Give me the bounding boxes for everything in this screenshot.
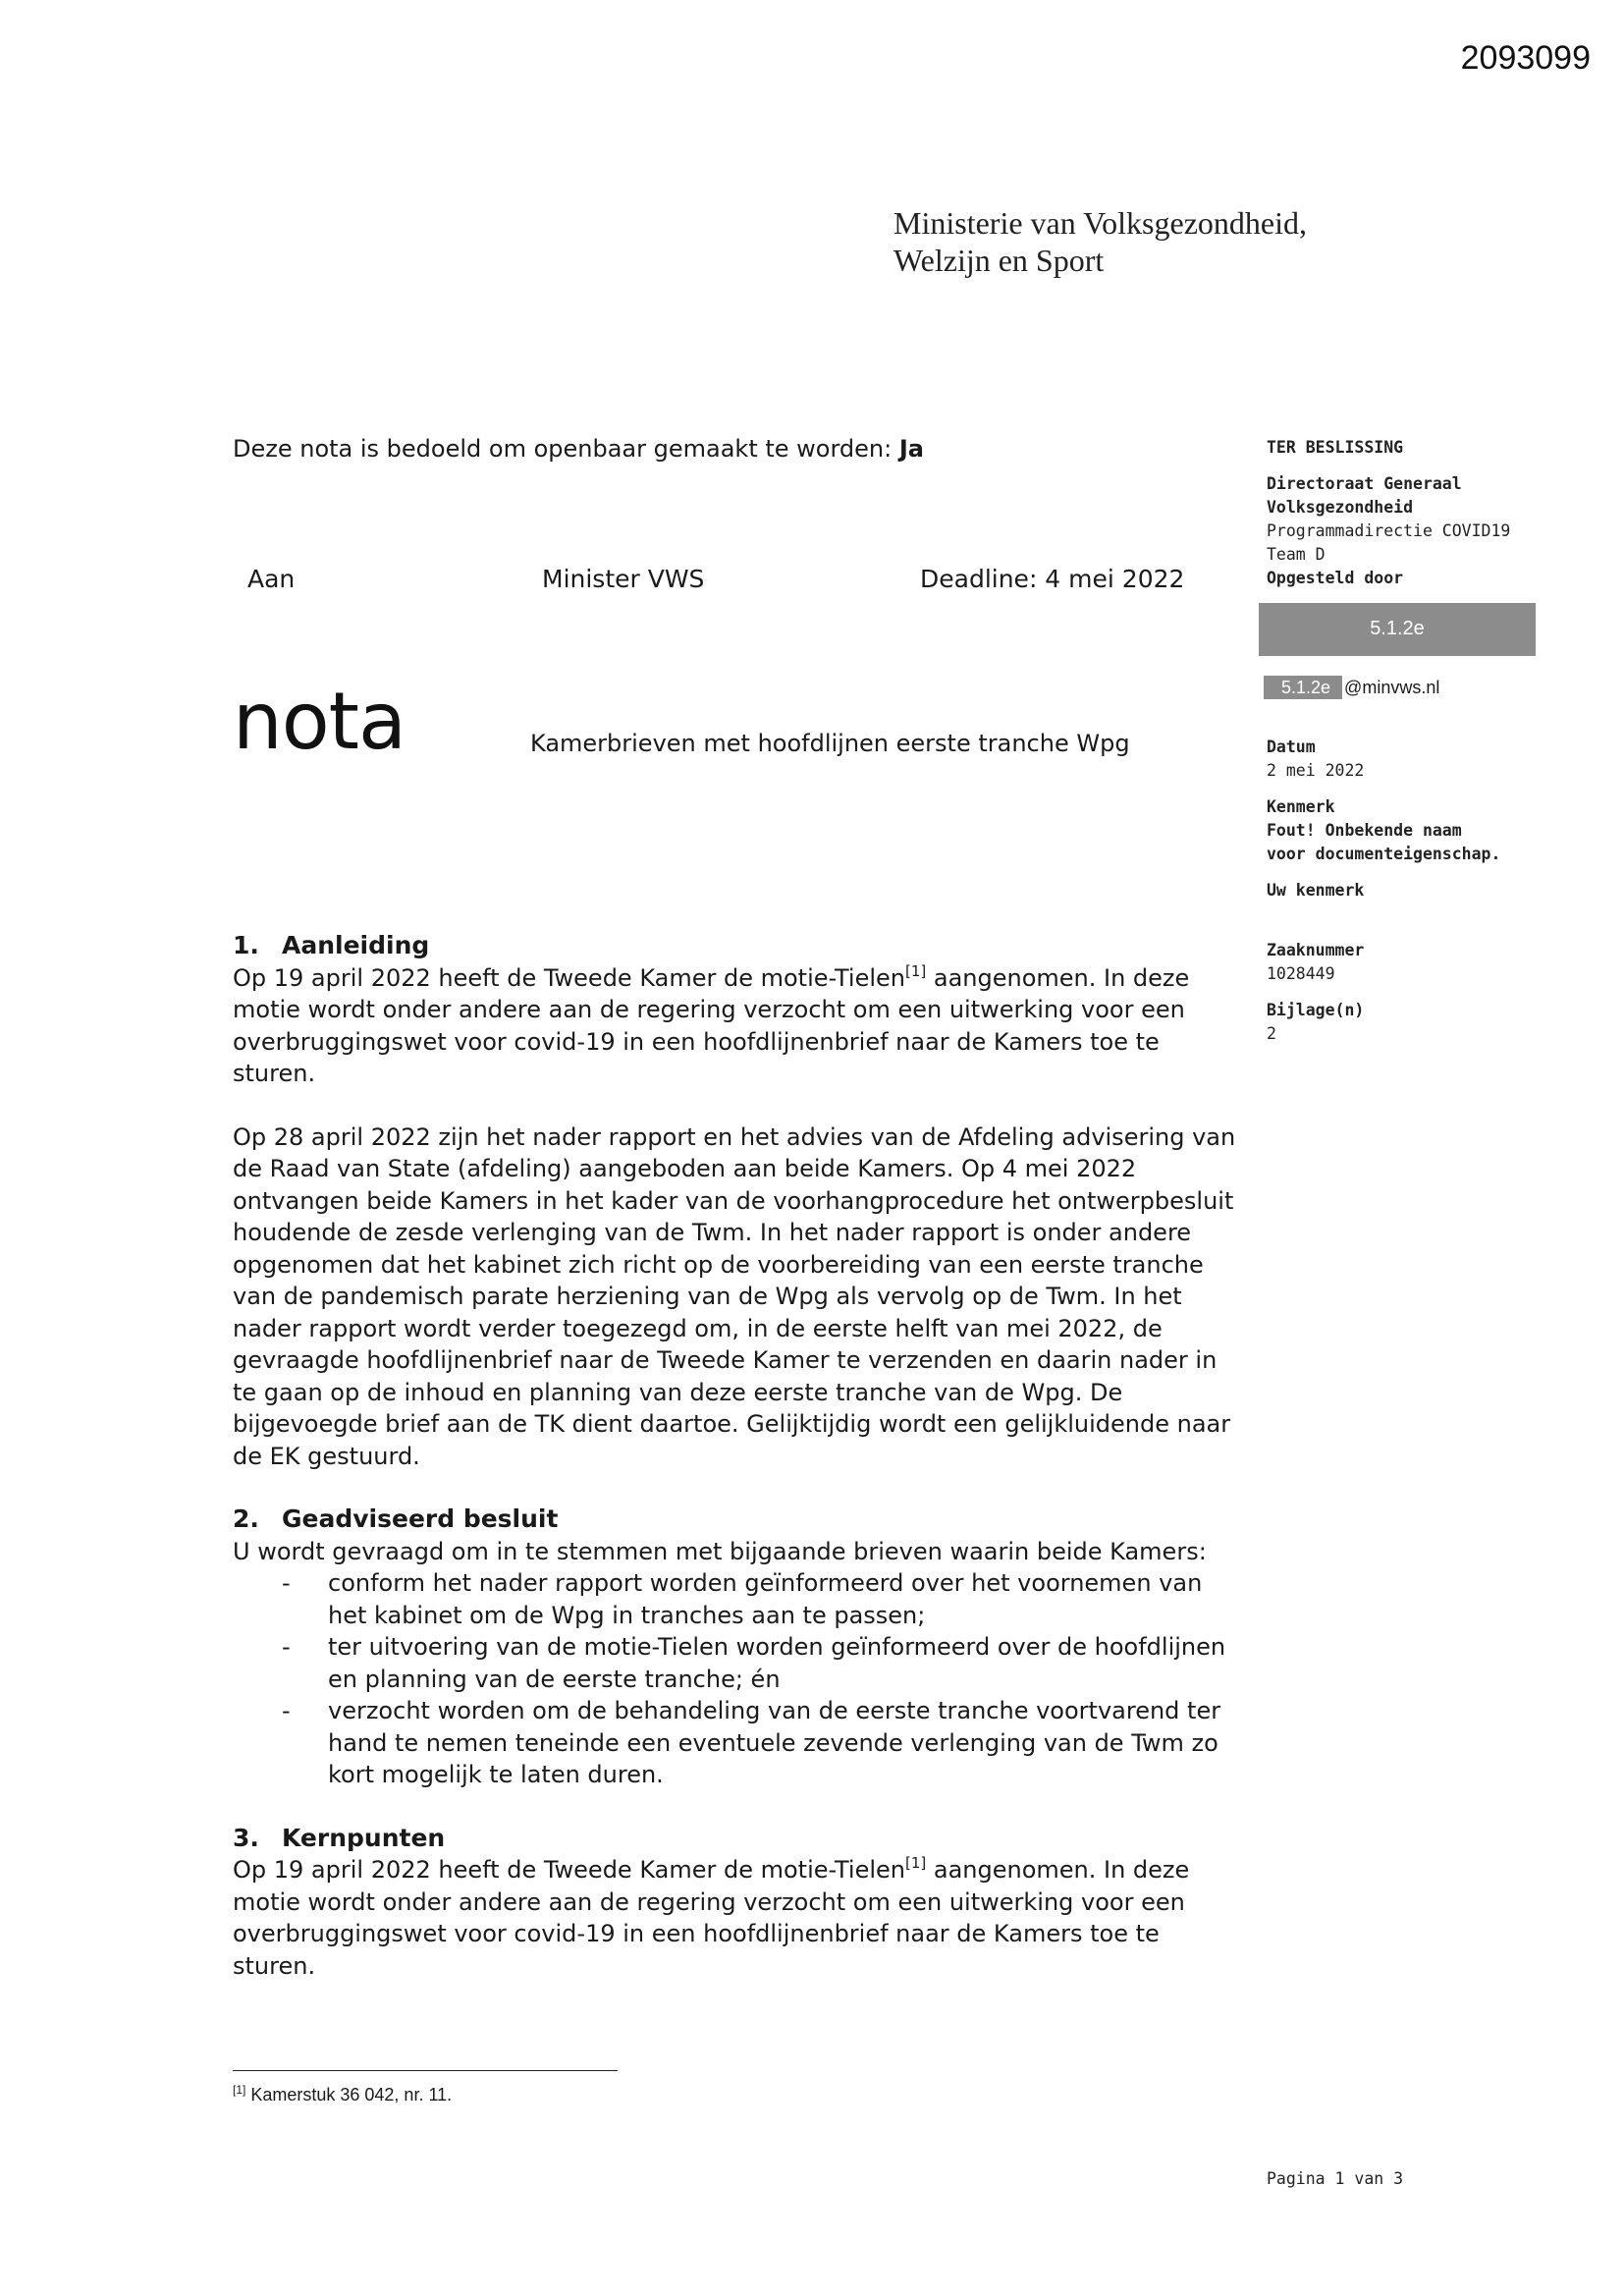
section-kernpunten: [233, 1823, 1244, 1983]
list-item: - ter uitvoering van de motie-Tielen worden geïnformeerd over de hoofdlijnen en planning van de eerste tranche; én: [282, 1633, 1226, 1693]
programme: Programmadirectie COVID19: [1267, 521, 1511, 540]
ministry-logo-text: [893, 204, 1307, 279]
subject-line: Kamerbrieven met hoofdlijnen eerste tranche Wpg: [530, 730, 1130, 757]
email-domain: @minvws.nl: [1344, 678, 1440, 697]
footnote: [233, 2085, 452, 2105]
deadline: Deadline: 4 mei 2022: [920, 565, 1185, 593]
redacted-email-local: 5.1.2e: [1264, 676, 1342, 699]
team: Team D: [1267, 545, 1326, 564]
nota-heading: nota: [233, 676, 406, 767]
datum-label: Datum: [1267, 738, 1316, 756]
paragraph: Op 28 april 2022 zijn het nader rapport en het advies van de Afdeling advisering van de Raad van State (afdeling) aangeboden aan beide Kamers. Op 4 mei 2022 ontvangen beide Kamers in het kader van de voorhangprocedure het ontwerpbesluit houdende de zesde verlenging van de Twm. In het nader rapport is onder andere opgenomen dat het kabinet zich richt op de voorbereiding van een eerste tranche van de pandemisch parate herziening van de Wpg als vervolg op de Twm. In het nader rapport wordt verder toegezegd om, in de eerste helft van mei 2022, de gevraagde hoofdlijnenbrief naar de Tweede Kamer te verzenden en daarin nader in te gaan op de inhoud en planning van deze eerste tranche van de Wpg. De bijgevoegde brief aan de TK dient daartoe. Gelijktijdig wordt een gelijkluidende naar de EK gestuurd.: [233, 1122, 1236, 1470]
aan-label: Aan: [247, 565, 296, 593]
section-heading: [233, 1503, 1244, 1536]
directorate-line1: Directoraat Generaal: [1267, 474, 1462, 493]
author-email: [1264, 676, 1439, 699]
list-item-text: conform het nader rapport worden geïnformeerd over het voornemen van het kabinet om de Wpg in tranches aan te passen;: [328, 1569, 1203, 1629]
footnote-divider: [233, 2070, 618, 2071]
opgesteld-label: Opgesteld door: [1267, 569, 1404, 587]
zaaknummer-label: Zaaknummer: [1267, 941, 1365, 959]
status-label: TER BESLISSING: [1267, 438, 1404, 457]
section-number: 2.: [233, 1504, 259, 1533]
decision-list: [233, 1567, 1244, 1791]
ministry-name-line2: Welzijn en Sport: [893, 243, 1105, 278]
paragraph-text: aangenomen. In deze motie wordt onder andere aan de regering verzocht om een uitwerking voor een overbruggingswet voor covid-19 in een hoofdlijnenbrief naar de Kamers toe te sturen.: [233, 1856, 1190, 1980]
bijlagen-value: 2: [1267, 1024, 1276, 1043]
nota-body: [233, 930, 1244, 2013]
section-geadviseerd-besluit: [233, 1503, 1244, 1791]
footnote-ref[interactable]: [1]: [904, 1854, 927, 1872]
kenmerk-label: Kenmerk: [1267, 797, 1335, 816]
document-number: 2093099: [1460, 39, 1591, 77]
sidebar-meta-lower: [1267, 736, 1591, 1046]
section-number: 1.: [233, 931, 259, 959]
list-item-text: verzocht worden om de behandeling van de eerste tranche voortvarend ter hand te nemen teneinde een eventuele zevende verlenging van de Twm zo kort mogelijk te laten duren.: [328, 1697, 1221, 1788]
paragraph-text: Op 19 april 2022 heeft de Tweede Kamer de motie-Tielen: [233, 963, 905, 992]
publish-note-value: Ja: [898, 435, 924, 463]
directorate-line2: Volksgezondheid: [1267, 498, 1414, 517]
publish-note: [233, 435, 924, 463]
list-item-text: ter uitvoering van de motie-Tielen worden geïnformeerd over de hoofdlijnen en planning van de eerste tranche; én: [328, 1633, 1226, 1693]
redacted-author: 5.1.2e: [1259, 603, 1536, 656]
paragraph: [233, 1854, 1244, 1982]
paragraph: [233, 962, 1244, 1090]
section-number: 3.: [233, 1823, 259, 1852]
section-title: Aanleiding: [282, 931, 430, 959]
paragraph: U wordt gevraagd om in te stemmen met bijgaande brieven waarin beide Kamers:: [233, 1537, 1207, 1565]
paragraph-text: aangenomen. In deze motie wordt onder andere aan de regering verzocht om een uitwerking voor een overbruggingswet voor covid-19 in een hoofdlijnenbrief naar de Kamers toe te sturen.: [233, 963, 1190, 1087]
sidebar-meta: [1267, 436, 1561, 590]
bijlagen-label: Bijlage(n): [1267, 1001, 1365, 1019]
list-item: - verzocht worden om de behandeling van de eerste tranche voortvarend ter hand te nemen teneinde een eventuele zevende verlenging van de Twm zo kort mogelijk te laten duren.: [282, 1697, 1221, 1788]
section-heading: [233, 930, 1244, 962]
kenmerk-value-line1: Fout! Onbekende naam: [1267, 821, 1462, 840]
section-aanleiding: [233, 930, 1244, 1472]
paragraph-text: Op 19 april 2022 heeft de Tweede Kamer de motie-Tielen: [233, 1856, 905, 1884]
kenmerk-value-line2: voor documenteigenschap.: [1267, 845, 1501, 863]
footnote-marker: [1]: [233, 2083, 246, 2097]
zaaknummer-value: 1028449: [1267, 964, 1335, 983]
list-item: - conform het nader rapport worden geïnformeerd over het voornemen van het kabinet om de Wpg in tranches aan te passen;: [282, 1569, 1203, 1629]
aan-value: Minister VWS: [542, 565, 705, 593]
publish-note-label: Deze nota is bedoeld om openbaar gemaakt te worden:: [233, 435, 893, 463]
footnote-ref[interactable]: [1]: [904, 961, 927, 980]
section-title: Geadviseerd besluit: [282, 1504, 559, 1533]
ministry-name-line1: Ministerie van Volksgezondheid,: [893, 205, 1307, 241]
footnote-text: Kamerstuk 36 042, nr. 11.: [245, 2085, 453, 2105]
datum-value: 2 mei 2022: [1267, 761, 1365, 780]
section-heading: [233, 1823, 1244, 1855]
section-title: Kernpunten: [282, 1823, 446, 1852]
page-number: Pagina 1 van 3: [1267, 2169, 1404, 2188]
uw-kenmerk-label: Uw kenmerk: [1267, 881, 1365, 900]
